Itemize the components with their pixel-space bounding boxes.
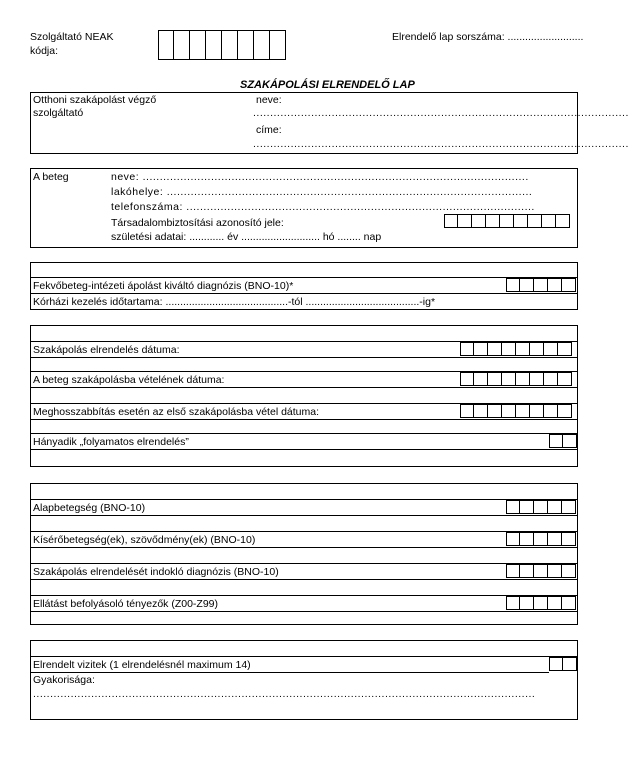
dates-section [30,325,578,467]
influencing-factors-boxes[interactable] [506,596,576,610]
patient-taj-boxes[interactable] [444,214,570,228]
frequency-label: Gyakorisága: [33,674,95,686]
frequency-field[interactable]: ................................................................................................................................................... [33,688,536,700]
order-date-boxes[interactable] [460,342,572,356]
provider-address-label: címe: [256,124,282,136]
order-number-label: Elrendelő lap sorszáma: .......................... [392,31,584,43]
extension-date-label: Meghosszabbítás esetén az első szakápolásba vétel dátuma: [33,406,320,418]
form-title: SZAKÁPOLÁSI ELRENDELŐ LAP [240,79,415,91]
patient-birth-field[interactable]: születési adatai: ............ év ........................... hó ........ nap [111,231,382,243]
hospital-duration-field[interactable]: Kórházi kezelés időtartama: ..........................................-tól .......................................-ig* [33,296,436,308]
accompanying-disease-boxes[interactable] [506,532,576,546]
admission-date-boxes[interactable] [460,372,572,386]
patient-section [30,168,578,248]
provider-name-field[interactable]: .............................................................................................................. [253,107,629,119]
hospital-diagnosis-boxes[interactable] [506,278,576,292]
accompanying-disease-label: Kísérőbetegség(ek), szövődmény(ek) (BNO-10) [33,534,256,546]
admission-date-label: A beteg szakápolásba vételének dátuma: [33,374,225,386]
justifying-diagnosis-boxes[interactable] [506,564,576,578]
influencing-factors-label: Ellátást befolyásoló tényezők (Z00-Z99) [33,598,219,610]
hospital-diagnosis-label: Fekvőbeteg-intézeti ápolást kiváltó diagnózis (BNO-10)* [33,280,294,292]
justifying-diagnosis-label: Szakápolás elrendelését indokló diagnózis (BNO-10) [33,566,279,578]
provider-label-2: szolgáltató [33,107,84,119]
provider-section [30,92,629,154]
neak-code-label-1: Szolgáltató NEAK [30,31,114,43]
hospital-section [30,262,578,310]
ordered-visits-boxes[interactable] [549,657,577,671]
continuous-order-boxes[interactable] [549,434,577,448]
provider-name-label: neve: [256,94,282,106]
order-date-label: Szakápolás elrendelés dátuma: [33,344,180,356]
base-disease-boxes[interactable] [506,500,576,514]
base-disease-label: Alapbetegség (BNO-10) [33,502,146,514]
visits-section [30,640,578,720]
ordered-visits-label: Elrendelt vizitek (1 elrendelésnél maximum 14) [33,659,251,671]
continuous-order-label: Hányadik „folyamatos elrendelés” [33,436,189,448]
provider-label-1: Otthoni szakápolást végző [33,94,157,106]
patient-residence-field[interactable]: lakóhelye: ........................................................................................................... [111,186,533,198]
extension-date-boxes[interactable] [460,404,572,418]
neak-code-boxes[interactable] [158,30,286,60]
diagnoses-section [30,483,578,625]
patient-taj-label: Társadalombiztosítási azonosító jele: [111,217,284,229]
provider-address-field[interactable]: .............................................................................................................. [253,138,629,150]
patient-phone-field[interactable]: telefonszáma: ...................................................................................................... [111,201,535,213]
neak-code-label-2: kódja: [30,45,59,57]
patient-name-field[interactable]: neve: ................................................................................................................. [111,171,529,183]
patient-label: A beteg [33,171,69,183]
